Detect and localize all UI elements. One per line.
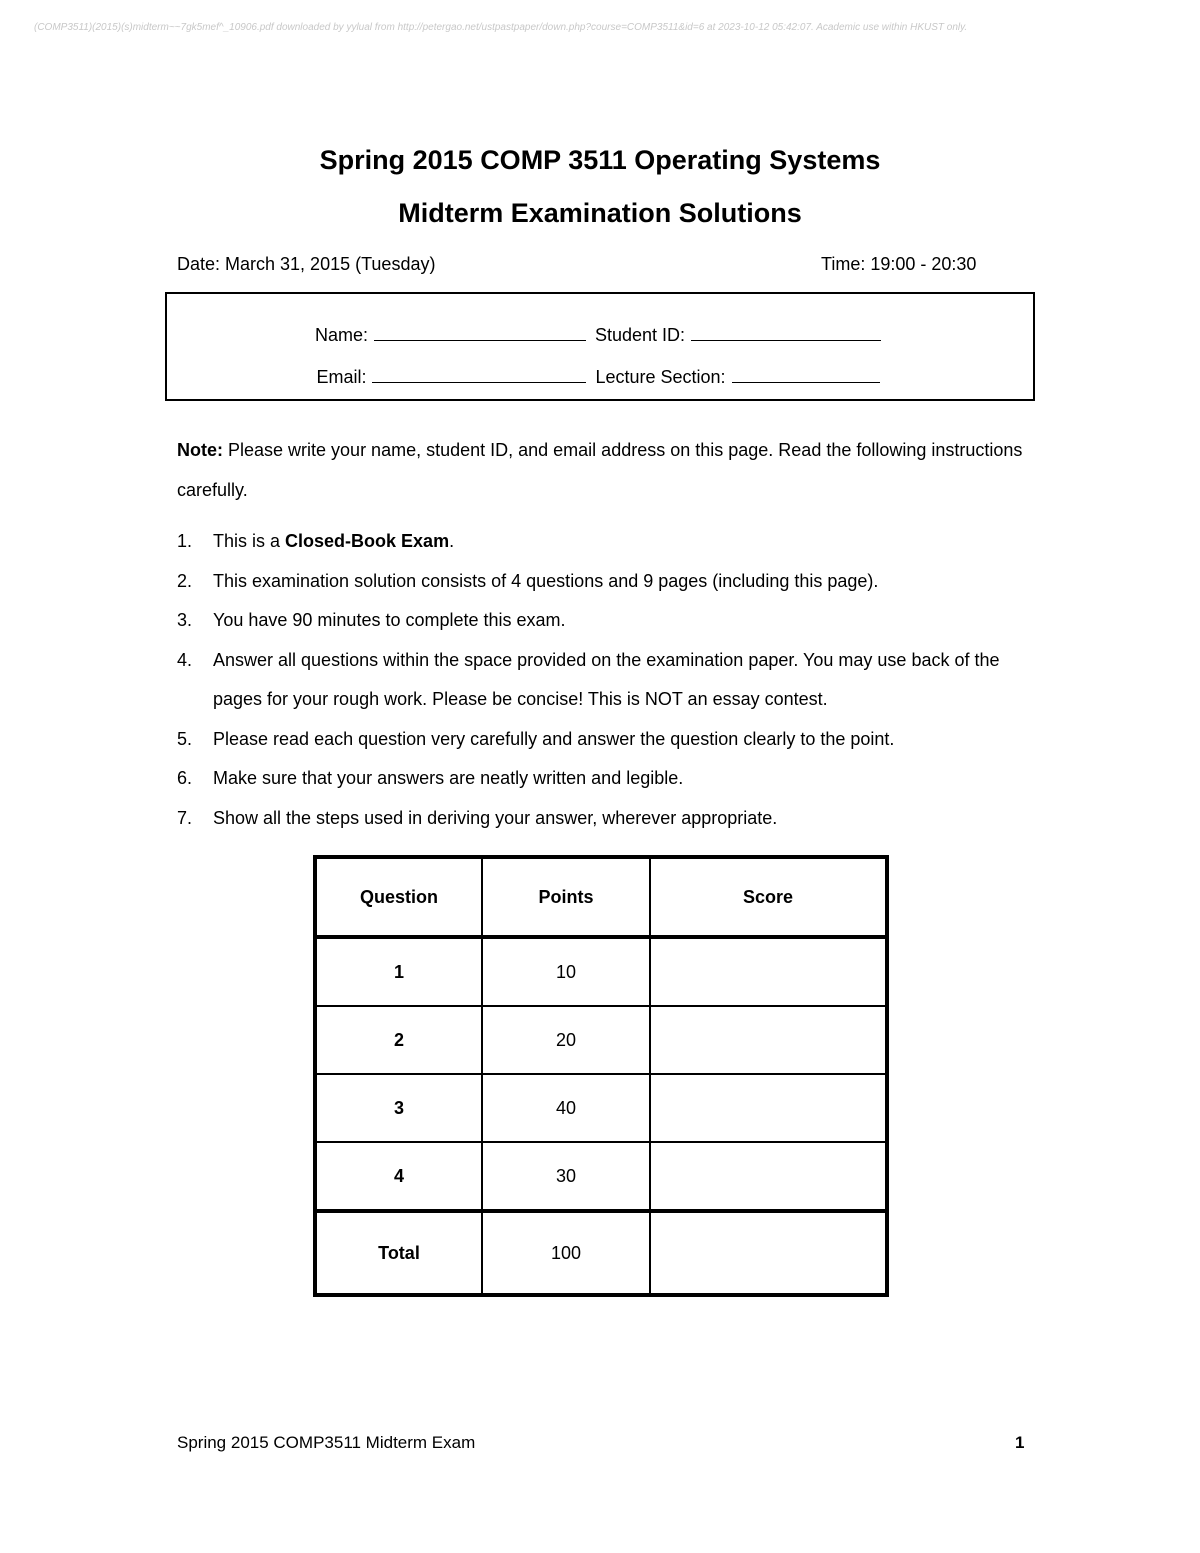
question-cell: 2 bbox=[315, 1006, 482, 1074]
instruction-number: 3. bbox=[177, 610, 193, 630]
table-header-row bbox=[315, 857, 887, 937]
lecture-section-field[interactable] bbox=[732, 364, 880, 383]
total-score-cell[interactable] bbox=[650, 1211, 887, 1295]
student-id-label: Student ID: bbox=[594, 325, 686, 345]
total-points: 100 bbox=[482, 1211, 650, 1295]
score-cell[interactable] bbox=[650, 1074, 887, 1142]
instruction-number: 2. bbox=[177, 570, 193, 591]
exam-subtitle: Midterm Examination Solutions bbox=[398, 198, 802, 228]
instructions-list bbox=[177, 522, 1037, 838]
exam-title: Spring 2015 COMP 3511 Operating Systems bbox=[319, 145, 881, 175]
note-paragraph bbox=[177, 430, 1037, 510]
question-cell: 3 bbox=[315, 1074, 482, 1142]
question-cell: 1 bbox=[315, 937, 482, 1006]
note-text: Please write your name, student ID, and email address on this page. Read the following instructions carefully. bbox=[177, 440, 1023, 500]
email-label: Email: bbox=[316, 367, 367, 387]
name-id-row bbox=[167, 322, 1033, 346]
instruction-item: 7. Show all the steps used in deriving your answer, wherever appropriate. bbox=[177, 799, 1037, 839]
score-cell[interactable] bbox=[650, 937, 887, 1006]
score-cell[interactable] bbox=[650, 1006, 887, 1074]
download-watermark: (COMP3511)(2015)(s)midterm~~7gk5mef^_10906.pdf downloaded by yylual from http://petergao.net/ustpastpaper/down.php?course=COMP3511&id=6 at 2023-10-12 05:42:07. Academic use within HKUST only. bbox=[34, 22, 968, 33]
instruction-item: 4. Answer all questions within the space provided on the examination paper. You may use back of the pages for your rough work. Please be concise! This is NOT an essay contest. bbox=[177, 641, 1037, 720]
points-cell: 10 bbox=[482, 937, 650, 1006]
table-row bbox=[315, 1074, 887, 1142]
question-cell: 4 bbox=[315, 1142, 482, 1211]
score-table bbox=[313, 855, 889, 1297]
header-question: Question bbox=[315, 857, 482, 937]
instruction-item: 6. Make sure that your answers are neatly written and legible. bbox=[177, 759, 1037, 799]
instruction-number: 4. bbox=[177, 649, 193, 670]
table-row bbox=[315, 1142, 887, 1211]
page-number: 1 bbox=[1015, 1433, 1025, 1452]
points-cell: 20 bbox=[482, 1006, 650, 1074]
score-cell[interactable] bbox=[650, 1142, 887, 1211]
instruction-item: 5. Please read each question very carefully and answer the question clearly to the point. bbox=[177, 720, 1037, 760]
table-total-row bbox=[315, 1211, 887, 1295]
exam-time: Time: 19:00 - 20:30 bbox=[821, 254, 977, 274]
total-label: Total bbox=[315, 1211, 482, 1295]
lecture-section-label: Lecture Section: bbox=[595, 367, 726, 387]
email-section-row bbox=[167, 364, 1033, 388]
points-cell: 40 bbox=[482, 1074, 650, 1142]
name-label: Name: bbox=[314, 325, 368, 345]
instruction-item: 1. This is a Closed-Book Exam. bbox=[177, 522, 1037, 562]
points-cell: 30 bbox=[482, 1142, 650, 1211]
instruction-number: 1. bbox=[177, 531, 193, 551]
header-points: Points bbox=[482, 857, 650, 937]
header-score: Score bbox=[650, 857, 887, 937]
closed-book-emphasis: Closed-Book Exam bbox=[285, 531, 450, 551]
instruction-number: 6. bbox=[177, 768, 193, 788]
instruction-number: 5. bbox=[177, 728, 193, 749]
table-row bbox=[315, 1006, 887, 1074]
instruction-item: 2. This examination solution consists of 4 questions and 9 pages (including this page). bbox=[177, 562, 1037, 602]
name-field[interactable] bbox=[374, 322, 586, 341]
table-row bbox=[315, 937, 887, 1006]
instruction-number: 7. bbox=[177, 807, 193, 828]
instruction-item: 3. You have 90 minutes to complete this exam. bbox=[177, 601, 1037, 641]
note-label: Note: bbox=[177, 440, 223, 460]
footer-title: Spring 2015 COMP3511 Midterm Exam bbox=[177, 1433, 476, 1452]
student-id-field[interactable] bbox=[691, 322, 881, 341]
student-info-box bbox=[165, 292, 1035, 401]
email-field[interactable] bbox=[372, 364, 586, 383]
exam-date: Date: March 31, 2015 (Tuesday) bbox=[177, 254, 436, 274]
